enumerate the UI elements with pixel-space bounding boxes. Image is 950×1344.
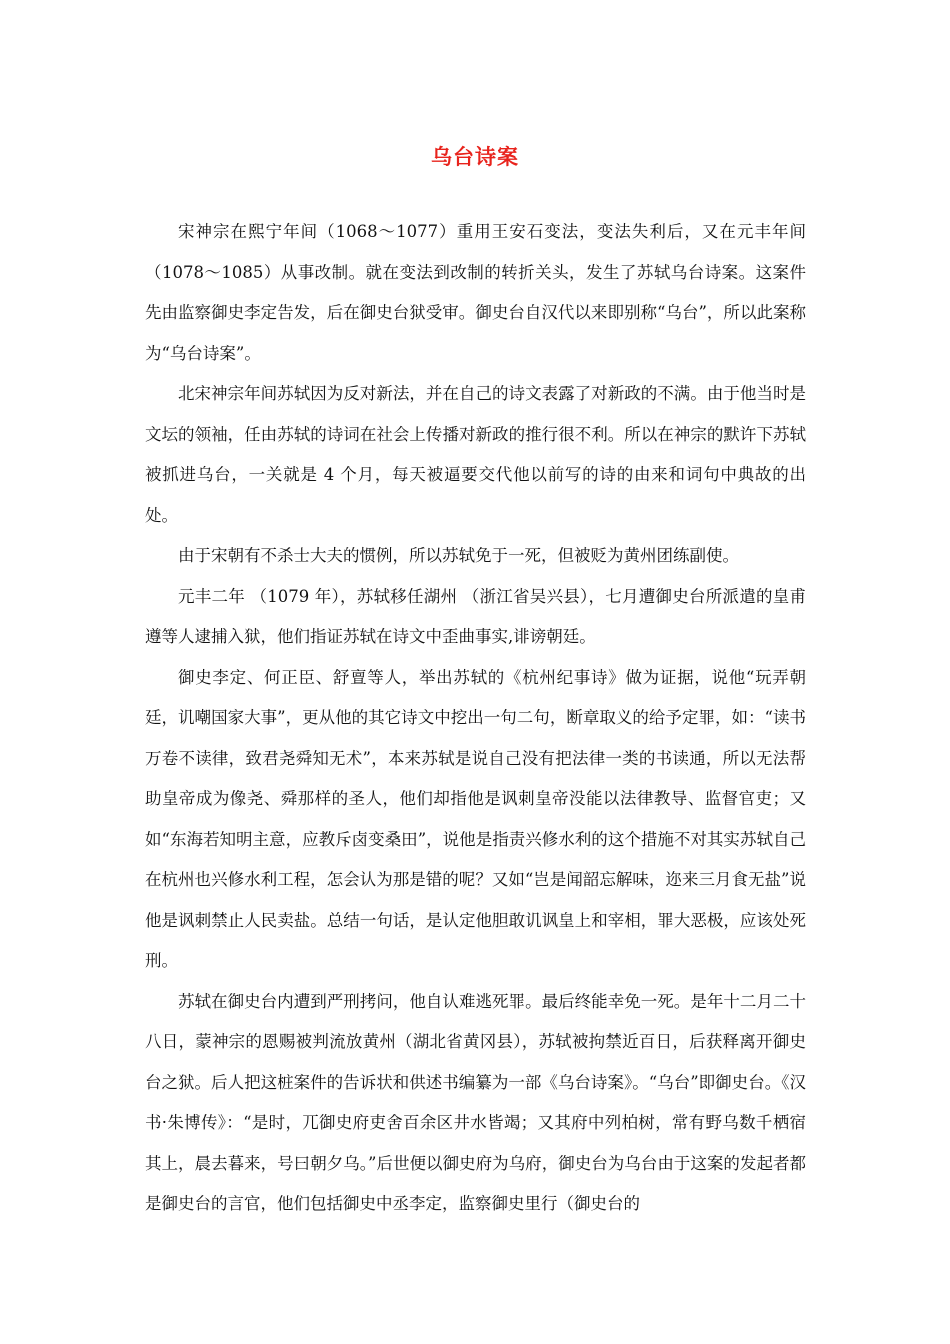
paragraph: 苏轼在御史台内遭到严刑拷问，他自认难逃死罪。最后终能幸免一死。是年十二月二十八日，蒙神宗的恩赐被判流放黄州（湖北省黄冈县），苏轼被拘禁近百日，后获释离开御史台之狱。后人把这桩案件的告诉状和供述书编纂为一部《乌台诗案》。“乌台”即御史台。《汉书·朱博传》：“是时，兀御史府吏舍百余区井水皆竭；又其府中列柏树，常有野乌数千栖宿其上，晨去暮来，号曰朝夕乌。”后世便以御史府为乌府，御史台为乌台由于这案的发起者都是御史台的言官，他们包括御史中丞李定，监察御史里行（御史台的: [145, 991, 806, 1213]
document-body: [145, 212, 806, 1225]
paragraph: 御史李定、何正臣、舒亶等人，举出苏轼的《杭州纪事诗》做为证据，说他“玩弄朝廷，讥嘲国家大事”，更从他的其它诗文中挖出一句二句，断章取义的给予定罪，如：“读书万卷不读律，致君尧舜知无术”，本来苏轼是说自己没有把法律一类的书读通，所以无法帮助皇帝成为像尧、舜那样的圣人，他们却指他是讽刺皇帝没能以法律教导、监督官吏；又如“东海若知明主意，应教斥卤变桑田”，说他是指责兴修水利的这个措施不对其实苏轼自己在杭州也兴修水利工程，怎会认为那是错的呢？又如“岂是闻韶忘解味，迩来三月食无盐”说他是讽刺禁止人民卖盐。总结一句话，是认定他胆敢讥讽皇上和宰相，罪大恶极，应该处死刑。: [145, 667, 806, 970]
paragraph: 宋神宗在熙宁年间（1068～1077）重用王安石变法，变法失利后，又在元丰年间（1078～1085）从事改制。就在变法到改制的转折关头，发生了苏轼乌台诗案。这案件先由监察御史李定告发，后在御史台狱受审。御史台自汉代以来即别称“乌台”，所以此案称为“乌台诗案”。: [145, 222, 806, 363]
paragraph: 北宋神宗年间苏轼因为反对新法，并在自己的诗文表露了对新政的不满。由于他当时是文坛的领袖，任由苏轼的诗词在社会上传播对新政的推行很不利。所以在神宗的默许下苏轼被抓进乌台，一关就是 4 个月，每天被逼要交代他以前写的诗的由来和词句中典故的出处。: [145, 384, 806, 525]
paragraph: 元丰二年 （1079 年），苏轼移任湖州 （浙江省吴兴县），七月遭御史台所派遣的皇甫遵等人逮捕入狱，他们指证苏轼在诗文中歪曲事实,诽谤朝廷。: [145, 586, 806, 646]
paragraph: 由于宋朝有不杀士大夫的惯例，所以苏轼免于一死，但被贬为黄州团练副使。: [178, 546, 739, 565]
document-title: 乌台诗案: [431, 145, 519, 169]
